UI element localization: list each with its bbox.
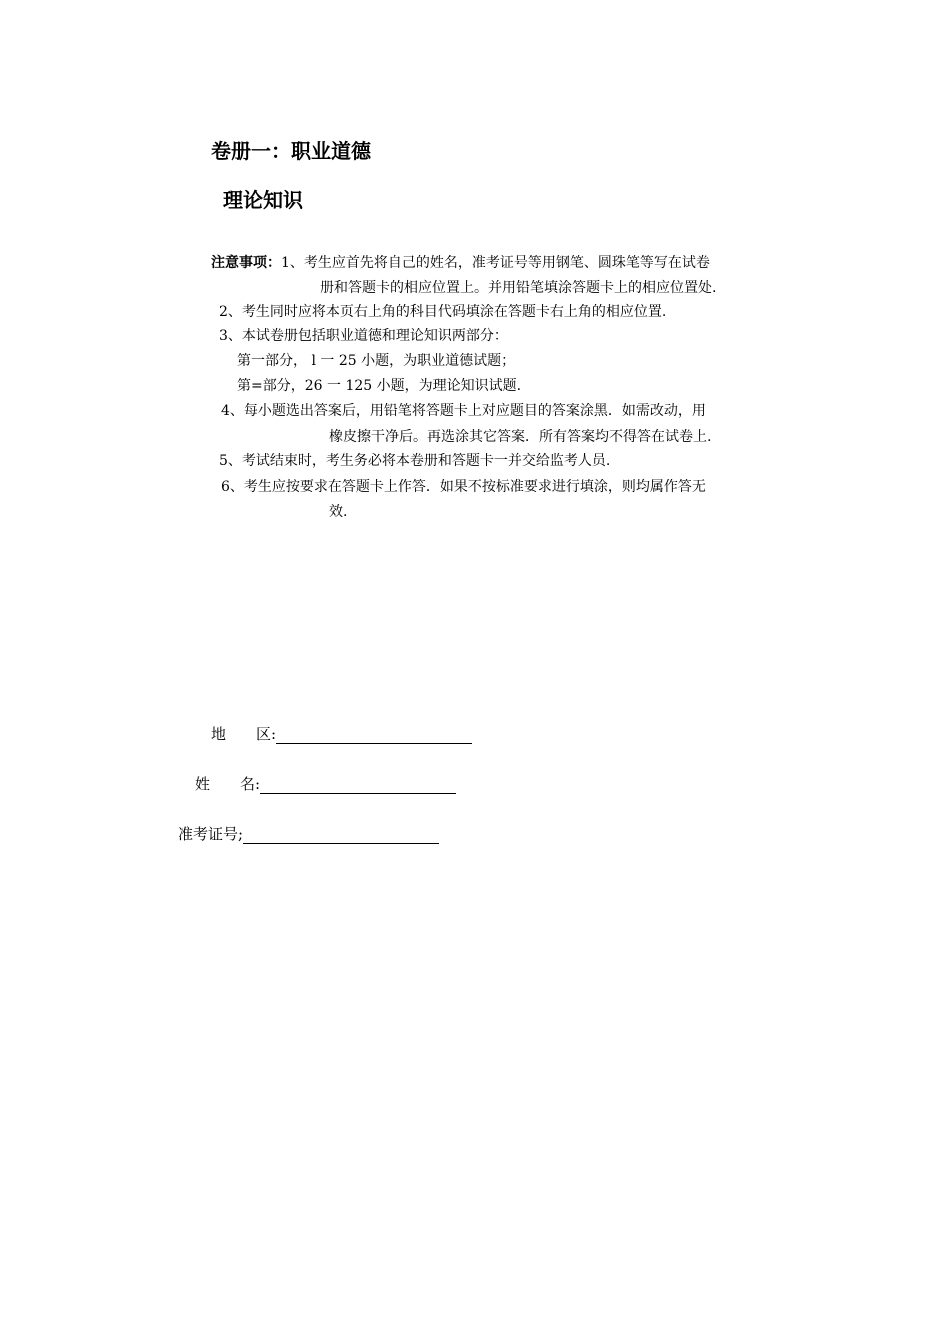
name-blank[interactable] xyxy=(260,776,456,794)
notice-label: 注意事项： xyxy=(211,255,281,271)
notice-item-5: 5、考试结束时，考生务必将本卷册和答题卡一并交给监考人员. xyxy=(219,453,611,469)
notice-item-2: 2、考生同时应将本页右上角的科目代码填涂在答题卡右上角的相应位置. xyxy=(219,304,667,320)
notice-item-1 xyxy=(211,253,710,273)
section-subtitle: 理论知识 xyxy=(223,188,303,212)
ticket-blank[interactable] xyxy=(243,826,439,844)
notice-item-4-cont: 橡皮擦干净后。再选涂其它答案．所有答案均不得答在试卷上. xyxy=(329,429,712,445)
name-label: 姓 名: xyxy=(195,775,261,793)
notice-item-4: 4、每小题选出答案后，用铅笔将答题卡上对应题目的答案涂黑．如需改动，用 xyxy=(221,403,706,419)
notice-item-1-text: 1、考生应首先将自己的姓名，准考证号等用钢笔、圆珠笔等写在试卷 xyxy=(281,255,710,271)
notice-item-1-cont: 册和答题卡的相应位置上。并用铅笔填涂答题卡上的相应位置处. xyxy=(320,280,717,296)
region-field xyxy=(211,724,472,744)
volume-title: 卷册一：职业道德 xyxy=(211,139,371,163)
region-label: 地 区: xyxy=(211,725,277,743)
region-blank[interactable] xyxy=(276,726,472,744)
notice-item-3: 3、本试卷册包括职业道德和理论知识两部分： xyxy=(219,328,508,344)
notice-item-6-cont: 效. xyxy=(329,504,348,520)
notice-item-3-part-1: 第一部分， l 一 25 小题，为职业道德试题； xyxy=(237,353,516,369)
ticket-label: 准考证号; xyxy=(178,825,244,843)
ticket-field xyxy=(178,824,439,844)
notice-item-6: 6、考生应按要求在答题卡上作答．如果不按标准要求进行填涂，则均属作答无 xyxy=(221,479,706,495)
notice-item-3-part-2: 第=部分，26 一 125 小题，为理论知识试题. xyxy=(237,378,522,394)
name-field xyxy=(195,774,456,794)
